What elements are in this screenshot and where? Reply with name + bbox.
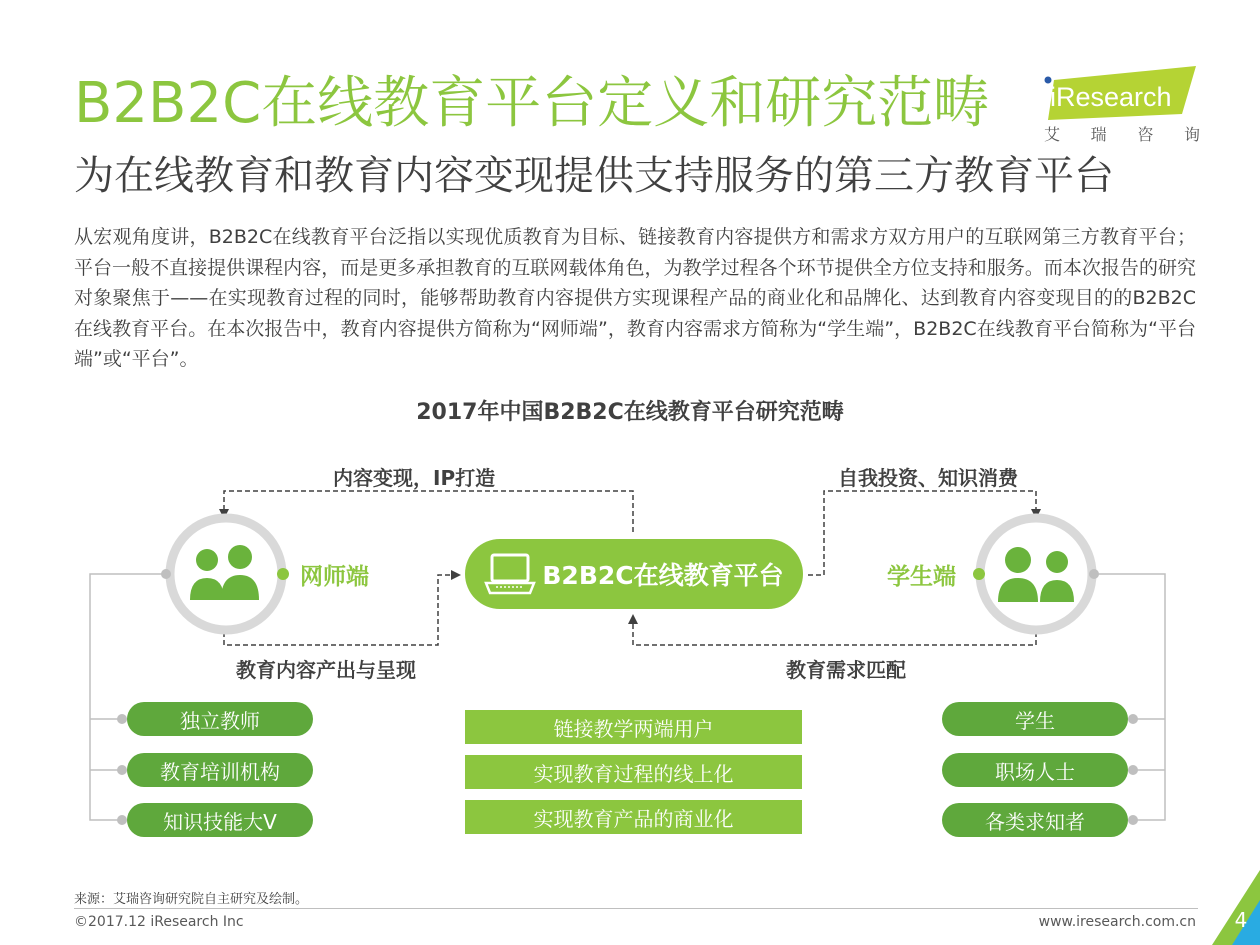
logo-char: 咨: [1137, 125, 1154, 144]
teacher-type-pill: 教育培训机构: [127, 753, 313, 787]
students-icon: [998, 547, 1074, 602]
logo-text: iResearch: [1050, 82, 1172, 112]
teacher-type-pill: 知识技能大V: [127, 803, 313, 837]
platform-label: B2B2C在线教育平台: [542, 561, 784, 590]
label-content-monetization: 内容变现，IP打造: [333, 466, 496, 490]
source-note: 来源：艾瑞咨询研究院自主研究及绘制。: [74, 892, 309, 907]
page-subtitle: 为在线教育和教育内容变现提供支持服务的第三方教育平台: [74, 153, 1114, 199]
teacher-side-label: 网师端: [300, 564, 369, 590]
footer-divider: [74, 908, 1198, 909]
label-content-production: 教育内容产出与呈现: [236, 658, 416, 682]
intro-paragraph: 从宏观角度讲，B2B2C在线教育平台泛指以实现优质教育为目标、链接教育内容提供方和需求方双方用户的互联网第三方教育平台；平台一般不直接提供课程内容，而是更多承担教育的互联网载体角色，为教学过程各个环节提供全方位支持和服务。而本次报告的研究对象聚焦于——在实现教育过程的同时，能够帮助教育内容提供方实现课程产品的商业化和品牌化、达到教育内容变现目的的B2B2C在线教育平台。在本次报告中，教育内容提供方简称为“网师端”，教育内容需求方简称为“学生端”，B2B2C在线教育平台简称为“平台端”或“平台”。: [74, 226, 1196, 370]
teacher-type-pill: 独立教师: [127, 702, 313, 736]
label-self-investment: 自我投资、知识消费: [838, 466, 1018, 490]
logo-char: 瑞: [1090, 125, 1107, 144]
platform-node: [465, 539, 803, 609]
logo-char: 艾: [1044, 125, 1061, 144]
arrow-demand-matching: [633, 619, 1036, 645]
student-circle: [980, 518, 1092, 630]
platform-function-bar: 实现教育产品的商业化: [465, 800, 802, 834]
student-type-pill: 各类求知者: [942, 803, 1128, 837]
student-type-pill: 学生: [942, 702, 1128, 736]
page-title: B2B2C在线教育平台定义和研究范畴: [74, 71, 990, 136]
student-side-label: 学生端: [887, 564, 956, 590]
page-number: 4: [1234, 908, 1248, 932]
logo-char: 询: [1183, 125, 1200, 144]
website-link[interactable]: www.iresearch.com.cn: [1038, 914, 1196, 930]
student-type-pill: 职场人士: [942, 753, 1128, 787]
arrow-content-monetization: [224, 491, 633, 532]
teachers-icon: [190, 545, 259, 600]
platform-function-bar: 实现教育过程的线上化: [465, 755, 802, 789]
label-demand-matching: 教育需求匹配: [786, 658, 906, 682]
platform-function-bar: 链接教学两端用户: [465, 710, 802, 744]
laptop-icon: [484, 553, 536, 595]
teacher-circle: [170, 518, 282, 630]
diagram-title: 2017年中国B2B2C在线教育平台研究范畴: [416, 400, 844, 425]
copyright: ©2017.12 iResearch Inc: [74, 914, 244, 930]
